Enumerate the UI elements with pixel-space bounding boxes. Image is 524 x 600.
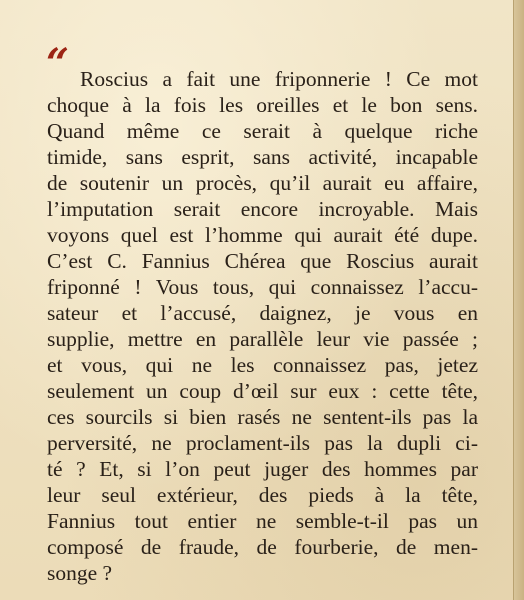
text-line: supplie, mettre en parallèle leur vie passée ; [47, 327, 478, 351]
text-line: Roscius a fait une friponnerie ! Ce mot [80, 67, 478, 91]
text-line: C’est C. Fannius Chérea que Roscius aurait [47, 249, 478, 273]
page-edge [513, 0, 524, 600]
text-line: composé de fraude, de fourberie, de men- [47, 535, 478, 559]
text-line: seulement un coup d’œil sur eux : cette tête, [47, 379, 478, 403]
text-line: choque à la fois les oreilles et le bon sens. [47, 93, 478, 117]
text-line: et vous, qui ne les connaissez pas, jetez [47, 353, 478, 377]
text-line: ces sourcils si bien rasés ne sentent-ils pas la [47, 405, 478, 429]
text-line: de soutenir un procès, qu’il aurait eu affaire, [47, 171, 478, 195]
text-line: leur seul extérieur, des pieds à la tête, [47, 483, 478, 507]
text-line: l’imputation serait encore incroyable. Mais [47, 197, 478, 221]
text-line: friponné ! Vous tous, qui connaissez l’accu- [47, 275, 478, 299]
text-line: timide, sans esprit, sans activité, incapable [47, 145, 478, 169]
text-line: Fannius tout entier ne semble-t-il pas un [47, 509, 478, 533]
text-line: té ? Et, si l’on peut juger des hommes par [47, 457, 478, 481]
text-line: sateur et l’accusé, daignez, je vous en [47, 301, 478, 325]
opening-quote-mark: “ [46, 40, 70, 87]
text-line: Quand même ce serait à quelque riche [47, 119, 478, 143]
text-line: songe ? [47, 561, 113, 585]
text-line: perversité, ne proclament-ils pas la dupli ci- [47, 431, 478, 455]
text-line: voyons quel est l’homme qui aurait été dupe. [47, 223, 478, 247]
